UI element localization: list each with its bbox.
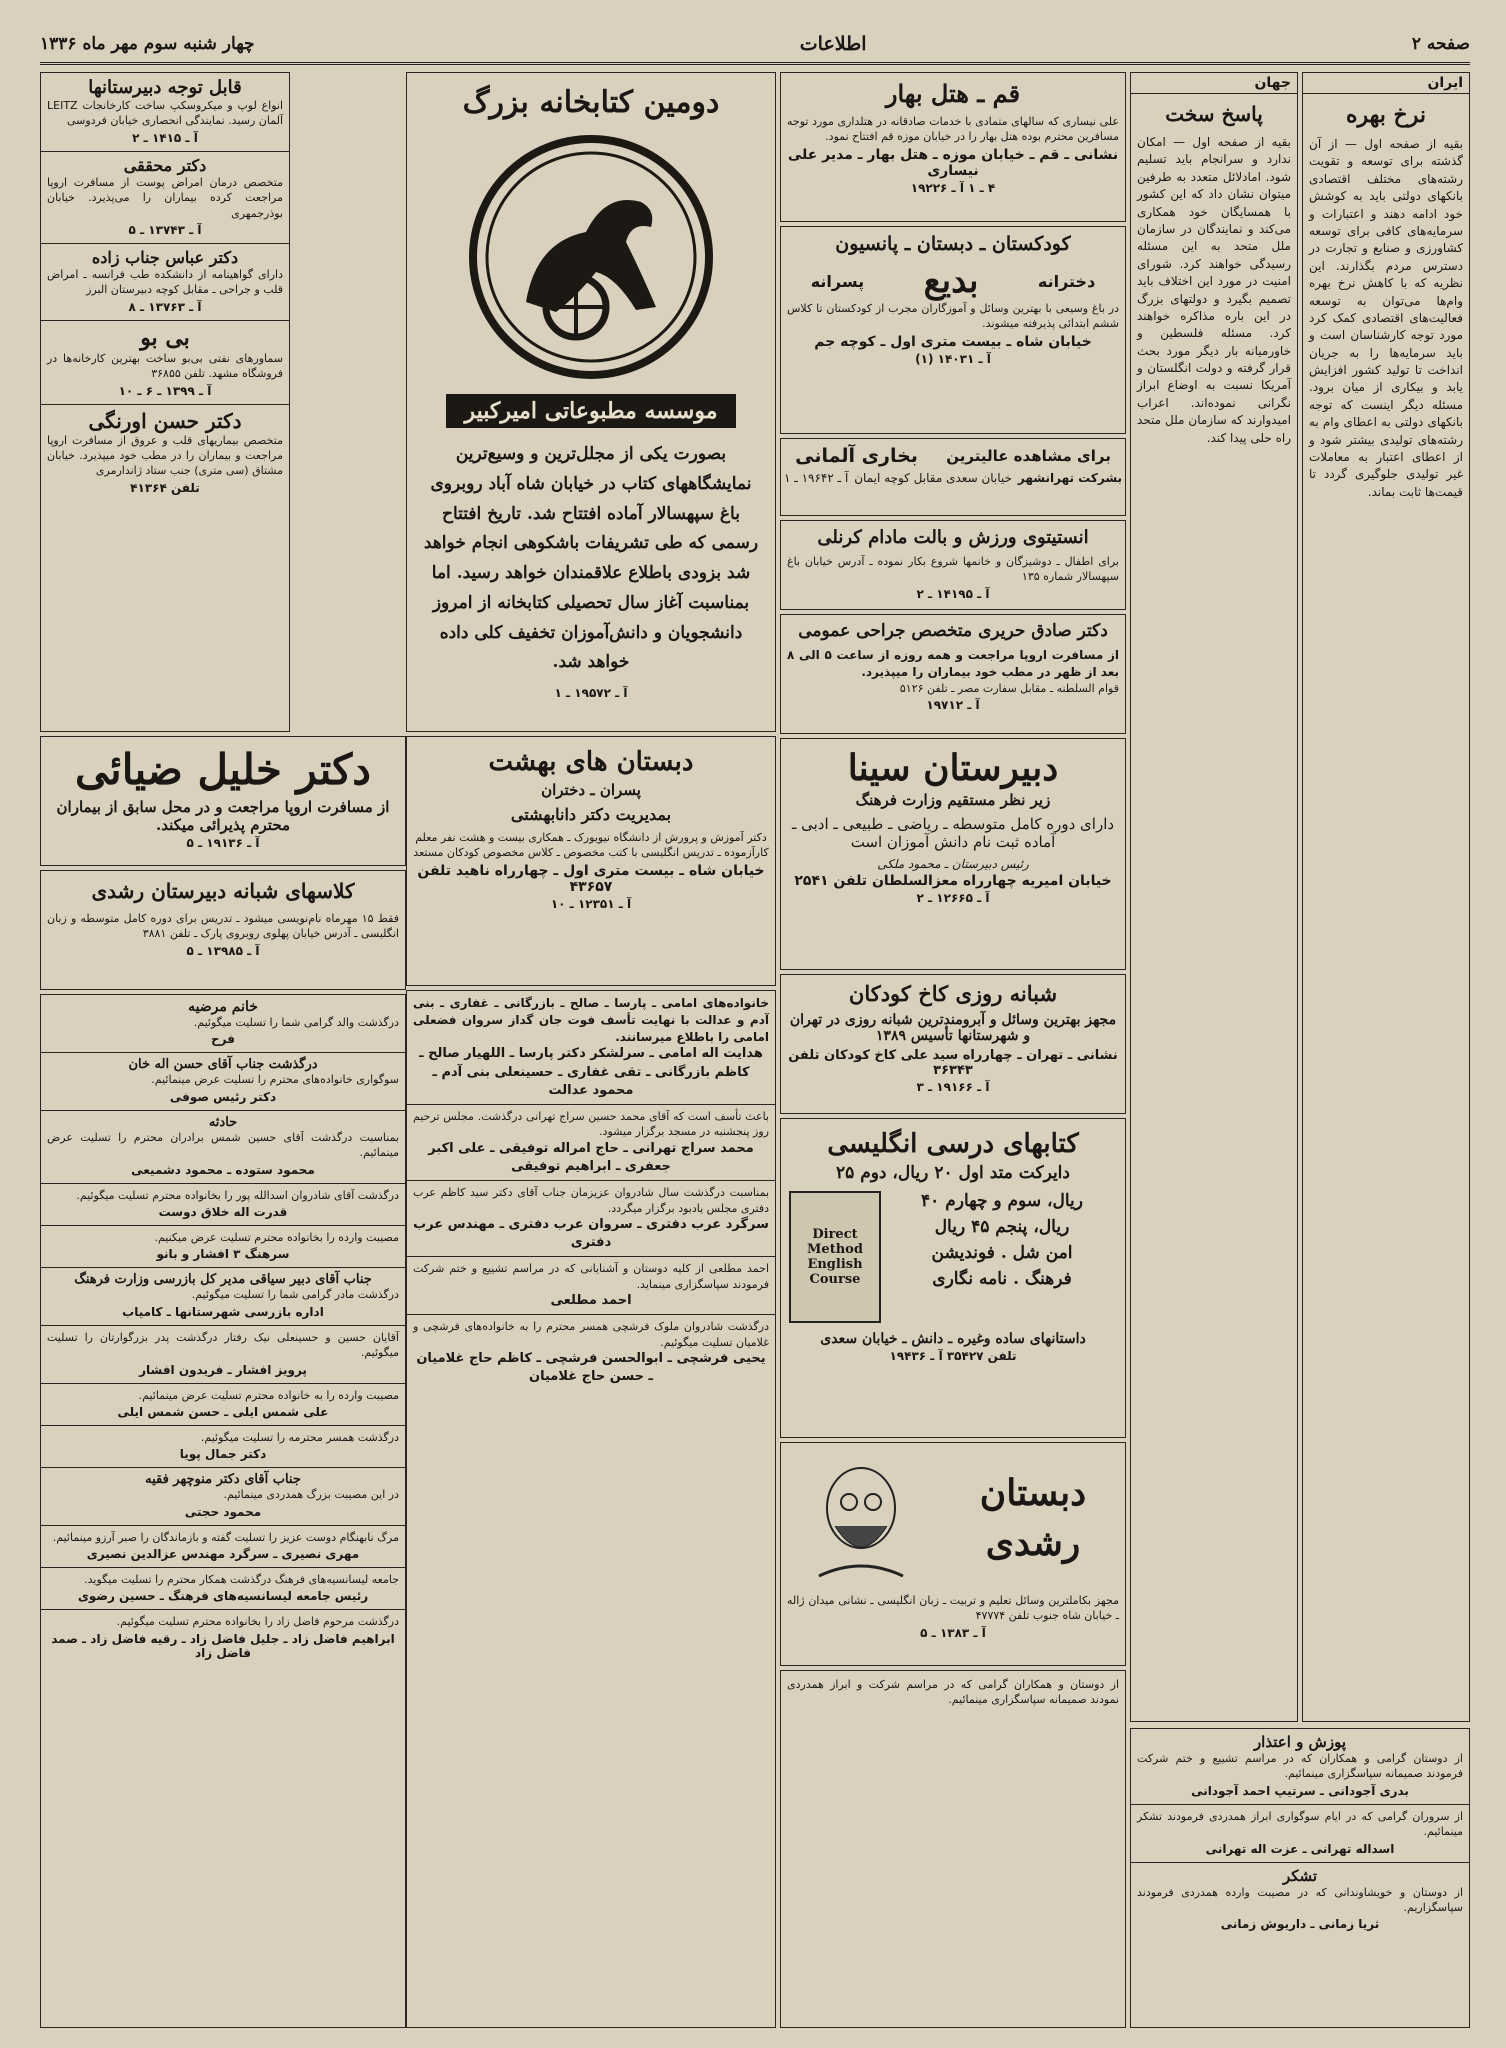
ad-title: دبیرستان سینا — [847, 747, 1059, 789]
ad-shop: بشرکت تهرانشهر — [1017, 471, 1123, 485]
notice-body: آقایان حسین و حسینعلی نیک رفتار درگذشت پدر بزرگوارتان را تسلیت میگوئیم. — [47, 1330, 399, 1360]
notice-title: درگذشت جناب آقای حسن اله خان — [128, 1057, 318, 1073]
notice-item — [41, 1384, 405, 1426]
ad-code: آ ـ ۱۳۸۳ ـ ۵ — [920, 1625, 986, 1640]
ad-title: دکتر حسن اورنگی — [88, 408, 242, 433]
notice-item — [41, 1526, 405, 1568]
ad-code: آ ـ ۱۹۱۳۶ ـ ۵ — [186, 836, 260, 850]
column-world — [1130, 72, 1298, 1722]
ad-girls: دخترانه — [1037, 271, 1096, 291]
notice-body: خانواده‌های امامی ـ پارسا ـ صالح ـ بازرگانی ـ غفاری ـ بنی آدم و عدالت با نهایت تأسف فوت جان گداز سروان فضعلی امامی را باطلاع میرسانند. — [413, 996, 769, 1044]
ad-behesht-schools — [406, 736, 776, 986]
notice-sign: اداره بازرسی شهرستانها ـ کامیاب — [122, 1304, 324, 1319]
ad-code: آ ـ ۱۳۷۶۳ ـ ۸ — [128, 299, 202, 314]
notice-title: پوزش و اعتذار — [1253, 1733, 1347, 1751]
section-label: جهان — [1131, 73, 1297, 94]
ad-subtitle: برای مشاهده عالیترین — [946, 447, 1111, 465]
notice-body: سوگواری خانواده‌های محترم را تسلیت عرض مینمائیم. — [151, 1073, 399, 1087]
ad-roshdi-school — [780, 1442, 1126, 1666]
ad-title: قم ـ هتل بهار — [885, 79, 1021, 108]
notice-item — [41, 1184, 405, 1226]
ad-subtitle: زیر نظر مستقیم وزارت فرهنگ — [855, 791, 1051, 809]
notice-item — [41, 1111, 405, 1184]
ad-body: برای اطفال ـ دوشیزگان و خانمها شروع بکار نموده ـ آدرس خیابان باغ سپهسالار شماره ۱۳۵ — [787, 555, 1119, 584]
ad-address: قوام السلطنه ـ مقابل سفارت مصر ـ تلفن ۵۱۲۶ — [899, 681, 1119, 695]
ad-surgeon — [780, 614, 1126, 734]
ad-title: شبانه روزی کاخ کودکان — [848, 981, 1058, 1006]
ad-amirkabir-bookstore — [406, 72, 776, 732]
notice-sign: ابراهیم فاضل زاد ـ جلیل فاضل زاد ـ رقیه فاضل زاد ـ صمد فاضل زاد — [51, 1631, 395, 1660]
notice-body: در این مصیبت بزرگ همدردی مینمائیم. — [223, 1488, 399, 1502]
amirkabir-logo — [407, 132, 775, 382]
notice-sign: دکتر رئیس صوفی — [169, 1089, 277, 1104]
notice-body: درگذشت همسر محترمه را تسلیت میگوئیم. — [200, 1430, 399, 1444]
issue-date: چهار شنبه سوم مهر ماه ۱۳۳۶ — [40, 34, 255, 54]
ad-code: آ ـ ۱۹۶۴۲ ـ ۱ — [783, 471, 849, 485]
publisher-banner: موسسه مطبوعاتی امیرکبیر — [446, 394, 735, 428]
notice-sign: محمد سراج تهرانی ـ حاج امراله توفیقی ـ علی اکبر جعفری ـ ابراهیم توفیقی — [428, 1140, 754, 1174]
book-cover-image: Direct Method English Course — [789, 1191, 881, 1323]
ad-dr-ziaei — [40, 736, 406, 866]
ad-title: دکتر محققی — [123, 155, 207, 175]
notices-left — [40, 994, 406, 2028]
ad-line-2: ریال، سوم و چهارم ۴۰ — [921, 1191, 1083, 1211]
ad-code: ۴ ـ ۱ آ ـ ۱۹۲۲۶ — [910, 180, 996, 195]
notice-item — [407, 991, 775, 1105]
ad-title: کلاسهای شبانه دبیرستان رشدی — [91, 879, 355, 903]
notice-body: از دوستان گرامی و همکاران که در مراسم تشییع و ختم شرکت فرمودند صمیمانه سپاسگزاری مینمائیم. — [1137, 1752, 1463, 1781]
notice-body: مصیبت وارده را بخانواده محترم تسلیت عرض میکنیم. — [154, 1230, 399, 1244]
horse-logo-icon — [466, 132, 716, 382]
notice-item — [41, 1326, 405, 1384]
notice-item — [1131, 1729, 1469, 1805]
page-number: صفحه ۲ — [1411, 34, 1470, 54]
ad-title: انستیتوی ورزش و بالت مادام کرنلی — [817, 527, 1089, 548]
notice-item — [407, 1181, 775, 1257]
notice-body: درگذشت شادروان ملوک فرشچی همسر محترم را به خانواده‌های فرشچی و غلامیان تسلیت میگوئیم. — [413, 1320, 769, 1349]
ad-body: بصورت یکی از مجلل‌ترین و وسیع‌ترین نمایشگاههای کتاب در خیابان شاه آباد روبروی باغ سپهسالار آماده افتتاح شد. تاریخ افتتاح رسمی که طی تشریفات باشکوهی انجام خواهد شد بزودی باطلاع علاقمندان خواهد رسید. اما بمناسبت آغاز سال تحصیلی کتابخانه از امروز دانشجویان و دانش‌آموزان تخفیف کلی داده خواهد شد. — [423, 444, 759, 673]
ad-item — [41, 321, 289, 405]
ad-manager: رئیس دبیرستان ـ محمود ملکی — [877, 857, 1029, 871]
ad-body: از مسافرت اروپا مراجعت و همه روزه از ساعت ۵ الی ۸ بعد از ظهر در مطب خود بیماران را میپذیرد. — [787, 648, 1119, 679]
ad-address: خیابان شاه ـ بیست متری اول ـ کوچه جم — [814, 333, 1092, 350]
notice-sign: احمد مطلعی — [550, 1293, 632, 1309]
notice-body: درگذشت آقای شادروان اسدالله پور را بخانواده محترم تسلیت میگوئیم. — [76, 1188, 399, 1202]
ad-body: مجهز بکاملترین وسائل تعلیم و تربیت ـ زبان انگلیسی ـ نشانی میدان ژاله ـ خیابان شاه جنوب تلفن ۴۷۷۷۴ — [787, 1594, 1119, 1623]
ad-body: متخصص درمان امراض پوست از مسافرت اروپا مراجعت کرده بیماران را می‌پذیرد. خیابان بوذرجمهری — [47, 175, 283, 220]
notice-title: تشکر — [1282, 1866, 1318, 1885]
notice-sign: ثریا زمانی ـ داریوش زمانی — [1220, 1917, 1380, 1932]
ad-body: فقط ۱۵ مهرماه نام‌نویسی میشود ـ تدریس برای دوره کامل متوسطه و زبان انگلیسی ـ آدرس خیابان پهلوی روبروی پارک ـ تلفن ۳۸۸۱ — [47, 912, 399, 941]
ad-ballet-institute — [780, 520, 1126, 610]
ad-code: آ ـ ۱۲۳۵۱ ـ ۱۰ — [550, 896, 632, 911]
ad-body: مجهز بهترین وسائل و آبرومندترین شبانه روزی در تهران و شهرستانها تأسیس ۱۳۸۹ — [789, 1012, 1117, 1044]
ad-code: آ ـ ۱۴۱۹۵ ـ ۲ — [916, 586, 990, 601]
notice-title: خانم مرضیه — [188, 999, 258, 1015]
ad-kindergarten-badi — [780, 226, 1126, 434]
notice-sign: اسداله تهرانی ـ عزت اله تهرانی — [1205, 1841, 1395, 1856]
column-left-ads — [40, 72, 290, 732]
ad-title: قابل توجه دبیرستانها — [88, 77, 242, 98]
article-title: پاسخ سخت — [1165, 102, 1263, 126]
notice-title: جناب آقای دبیر سیاقی مدیر کل بازرسی وزارت فرهنگ — [74, 1272, 372, 1288]
notice-sign: سرگرد عرب دفتری ـ سروان عرب دفتری ـ مهندس عرب دفتری — [413, 1216, 769, 1251]
ad-address: خیابان سعدی مقابل کوچه ایمان — [854, 471, 1012, 485]
notice-sign: دکتر جمال پویا — [179, 1447, 267, 1462]
article-body: بقیه از صفحه اول — امکان ندارد و سرانجام باید تسلیم شود. امادلائل متعدد به طرفین میتوان نشان داد که این کشور با همسایگان خود همکاری می‌کند و نمایندگان در سازمان ملل متحد به این مسئله رسیدگی خواهند کرد. شورای امنیت در مورد این اختلاف باید تصمیم بگیرد و دولتهای بزرگ در این باره مذاکره خواهند کرد. مسئله فلسطین و خاورمیانه بار دیگر مورد بحث قرار گرفته و دولت انگلستان و آمریکا نسبت به اوضاع ابراز نگرانی نموده‌اند. اعراب امیدوارند که سازمان ملل متحد راه حلی پیدا کند. — [1137, 135, 1291, 445]
notice-sign: بدری آجودانی ـ سرتیپ احمد آجودانی — [1191, 1783, 1409, 1798]
notice-sign: یحیی فرشچی ـ ابوالحسن فرشچی ـ کاظم حاج غلامیان ـ حسن حاج غلامیان — [416, 1351, 766, 1385]
ad-code: تلفن ۳۵۴۲۷ آ ـ ۱۹۴۳۶ — [889, 1349, 1017, 1363]
notice-sign: محمود ستوده ـ محمود دشمیعی — [131, 1162, 315, 1177]
notices-middle — [406, 990, 776, 2028]
notice-title: حادثه — [208, 1114, 238, 1130]
notice-body: درگذشت مادر گرامی شما را تسلیت میگوئیم. — [191, 1288, 399, 1302]
ad-manager: بمدیریت دکتر دانابهشتی — [510, 805, 672, 824]
notice-item — [41, 1426, 405, 1468]
ad-body: دارای دوره کامل متوسطه ـ ریاضی ـ طبیعی ـ ادبی ـ آماده ثبت نام دانش آموزان است — [791, 815, 1115, 851]
ad-hotel — [780, 72, 1126, 222]
notices-right-bottom — [1130, 1728, 1470, 2028]
ad-title: دکتر عباس جناب زاده — [91, 247, 239, 267]
ad-title: بخاری آلمانی — [795, 445, 918, 467]
ad-line-3: ریال، پنجم ۴۵ ریال — [934, 1217, 1070, 1237]
ad-title: دومین کتابخانه بزرگ — [462, 85, 720, 120]
ad-line-4: امن شل . فوندیشن — [931, 1243, 1073, 1263]
notice-item — [407, 1257, 775, 1315]
ad-code: آ ـ ۱۲۶۶۵ ـ ۲ — [916, 891, 990, 905]
ad-code: آ ـ ۱۹۱۶۶ ـ ۳ — [916, 1080, 990, 1094]
ad-body: دارای گواهینامه از دانشکده طب فرانسه ـ امراض قلب و جراحی ـ مقابل کوچه دبیرستان البرز — [47, 267, 283, 297]
ad-item — [41, 152, 289, 244]
founder-portrait — [781, 1443, 941, 1593]
ad-english-books — [780, 1118, 1126, 1438]
notice-sign: رئیس جامعه لیسانسیه‌های فرهنگ ـ حسین رضوی — [77, 1589, 369, 1604]
ad-title: کودکستان ـ دبستان ـ پانسیون — [835, 233, 1071, 255]
notice-sign: فرح — [211, 1032, 235, 1047]
notice-item — [41, 1268, 405, 1325]
notice-body: جامعه لیسانسیه‌های فرهنگ درگذشت همکار محترم را تسلیت میگوید. — [84, 1573, 399, 1587]
ad-line-6: داستانهای ساده وغیره ـ دانش ـ خیابان سعدی — [820, 1331, 1086, 1347]
masthead — [40, 26, 1470, 65]
notices-center-bottom — [780, 1670, 1126, 2028]
ad-body: متخصص بیماریهای قلب و عروق از مسافرت اروپا مراجعت و بیماران را در مطب خود میپذیرد. خیابان مشتاق (سی متری) جنب ستاد ژاندارمری — [47, 433, 283, 478]
notice-item — [1131, 1805, 1469, 1863]
notice-body: از سروران گرامی که در ایام سوگواری ابراز همدردی فرمودند تشکر مینمائیم. — [1137, 1809, 1463, 1839]
ad-item — [41, 244, 289, 321]
ad-boys: پسرانه — [810, 271, 865, 291]
notice-item — [407, 1315, 775, 1390]
ad-code: آ ـ ۱۹۷۱۲ — [926, 697, 980, 712]
ad-name: بدیع — [923, 261, 979, 301]
ad-body: سماورهای نفتی بی‌بو ساخت بهترین کارخانه‌ها در فروشگاه مشهد. تلفن ۳۶۸۵۵ — [47, 351, 283, 381]
section-label: ایران — [1303, 73, 1469, 94]
ad-body: انواع لوپ و میکروسکپ ساخت کارخانجات LEITZ آلمان رسید. نمایندگی انحصاری خیابان فردوسی — [47, 99, 283, 128]
notice-body: درگذشت مرحوم فاضل زاد را بخانواده محترم تسلیت میگوئیم. — [116, 1615, 399, 1629]
newspaper-name: اطلاعات — [799, 33, 867, 55]
ad-body: دکتر آموزش و پرورش از دانشگاه نیویورک ـ همکاری بیست و هشت نفر معلم کارآزموده ـ تدریس انگلیسی با کتب مخصوص ـ کلاس مخصوص کودکان مستعد — [413, 831, 769, 860]
ad-address: خیابان شاه ـ بیست متری اول ـ چهارراه ناهید تلفن ۴۳۶۵۷ — [417, 862, 765, 895]
notice-body: احمد مطلعی از کلیه دوستان و آشنایانی که در مراسم تشییع و ختم شرکت فرمودند سپاسگزاری مینماید. — [413, 1262, 769, 1291]
article-title: نرخ بهره — [1345, 102, 1427, 128]
ad-code: آ ـ ۱۹۵۷۲ ـ ۱ — [554, 686, 628, 700]
notice-body: باعث تأسف است که آقای محمد حسین سراج تهرانی درگذشت. مجلس ترحیم روز پنجشنبه در مسجد برگزار میشود. — [413, 1109, 769, 1139]
ad-body: علی نیساری که سالهای متمادی با خدمات صادقانه در هتلداری مورد توجه مسافرین محترم بوده هتل بهار را در خیابان موزه قم افتتاح نمود. — [787, 115, 1119, 144]
notice-body: مصیبت وارده را به خانواده محترم تسلیت عرض مینمائیم. — [138, 1388, 399, 1402]
notice-item — [41, 995, 405, 1053]
ad-sina-highschool — [780, 738, 1126, 970]
ad-code: آ ـ ۱۳۹۹ ـ ۶ ـ ۱۰ — [118, 383, 212, 398]
notice-item — [41, 1610, 405, 1665]
notice-body: مرگ نابهنگام دوست عزیز را تسلیت گفته و بازماندگان را صبر آرزو مینمائیم. — [52, 1530, 399, 1544]
notice-sign: پرویز افشار ـ فریدون افشار — [139, 1362, 307, 1377]
ad-code: آ ـ ۱۴۰۳۱ (۱) — [915, 351, 991, 366]
column-iran — [1302, 72, 1470, 1722]
portrait-drawing — [791, 1448, 931, 1588]
ad-address: نشانی ـ تهران ـ چهارراه سید علی کاخ کودکان تلفن ۳۶۳۴۳ — [788, 1048, 1118, 1078]
ad-line-1: دایرکت متد اول ۲۰ ریال، دوم ۲۵ — [836, 1163, 1070, 1183]
ad-code: آ ـ ۱۳۹۸۵ ـ ۵ — [186, 943, 260, 958]
ad-title: دکتر خلیل ضیائی — [75, 745, 371, 794]
ad-title: بی بو — [140, 324, 190, 351]
notice-body: درگذشت والد گرامی شما را تسلیت میگوئیم. — [193, 1016, 399, 1029]
ad-code: آ ـ ۱۳۷۴۳ ـ ۵ — [128, 222, 202, 237]
notice-body: بمناسبت درگذشت آقای حسین شمس برادران محترم را تسلیت عرض مینمائیم. — [47, 1130, 399, 1160]
notice-item — [41, 1226, 405, 1268]
notice-item — [41, 1568, 405, 1610]
notice-body: از دوستان و همکاران گرامی که در مراسم شرکت و ابراز همدردی نمودند صمیمانه سپاسگزاری مینمائیم. — [787, 1678, 1119, 1707]
ad-title: دبستان های بهشت — [488, 747, 694, 777]
notice-item — [1131, 1863, 1469, 1938]
ad-address: نشانی ـ قم ـ خیابان موزه ـ هتل بهار ـ مدیر علی نیساری — [787, 146, 1119, 179]
notice-title: جناب آقای دکتر منوچهر فقیه — [145, 1472, 301, 1488]
notice-body: بمناسبت درگذشت سال شادروان عزیزمان جناب آقای دکتر سید کاظم عرب دفتری مجلس یادبود برگزار میگردد. — [413, 1186, 769, 1215]
ad-line-5: فرهنگ . نامه نگاری — [932, 1269, 1072, 1289]
article-body: بقیه از صفحه اول — از آن گذشته برای توسعه و تقویت رشته‌های مختلف اقتصادی بانکهای دولتی باید به کوشش خود ادامه دهند و اعتبارات و سرمایه‌های کافی برای توسعه کشاورزی و صنایع و تجارت در دسترس مردم بگذارند. این نظریه که با کاهش نرخ بهره وام‌ها می‌توان به توسعه فعالیت‌های اقتصادی کمک کرد مورد توجه کارشناسان است و باید سرمایه‌ها را به جریان انداخت تا تولید کشور افزایش یابد و بیکاری از میان برود. مسئله دیگر اینست که توجه بانکهای دولتی به اعطای وام به رشته‌های تولیدی بیشتر شود و از اعطای اعتبار به معاملات غیر تولیدی جلوگیری گردد تا قیمت‌ها ثابت بماند. — [1309, 137, 1463, 499]
ad-title: دکتر صادق حریری متخصص جراحی عمومی — [798, 621, 1108, 641]
ad-code: آ ـ ۱۴۱۵ ـ ۲ — [132, 130, 198, 145]
notice-item — [41, 1053, 405, 1110]
ad-body: از مسافرت اروپا مراجعت و در محل سابق از بیماران محترم پذیرائی میکند. — [56, 798, 390, 834]
notice-sign: هدایت اله امامی ـ سرلشکر دکتر پارسا ـ اللهیار صالح ـ کاظم بازرگانی ـ تقی غفاری ـ حسینعلی بنی آدم ـ محمود عدالت — [419, 1046, 763, 1098]
notice-item — [407, 1105, 775, 1181]
ad-code: تلفن ۴۱۳۶۴ — [130, 480, 200, 495]
ad-item — [41, 73, 289, 152]
notice-item — [41, 1468, 405, 1525]
ad-body: در باغ وسیعی با بهترین وسائل و آموزگاران مجرب از کودکستان تا کلاس ششم ابتدائی پذیرفته میشوند. — [787, 302, 1119, 331]
notice-sign: سرهنگ ۳ افشار و بانو — [156, 1247, 290, 1262]
ad-german-heater — [780, 438, 1126, 516]
notice-body: از دوستان و خویشاوندانی که در مصیبت وارده همدردی فرمودند سپاسگزاریم. — [1137, 1885, 1463, 1914]
ad-title: کتابهای درسی انگلیسی — [827, 1129, 1079, 1159]
ad-roshdi-night-classes — [40, 870, 406, 990]
ad-item — [41, 405, 289, 501]
notice-sign: محمود حجتی — [184, 1504, 262, 1519]
ad-title: دبستان رشدی — [979, 1471, 1087, 1564]
ad-kakh-koodakan — [780, 974, 1126, 1114]
notice-sign: قدرت اله خلاق دوست — [158, 1204, 288, 1219]
notice-sign: مهری نصیری ـ سرگرد مهندس عزالدین نصیری — [86, 1547, 360, 1562]
ad-address: خیابان امیریه چهارراه معزالسلطان تلفن ۲۵۴۱ — [794, 873, 1112, 889]
ad-subtitle: پسران ـ دختران — [541, 781, 641, 799]
notice-sign: علی شمس ایلی ـ حسن شمس ایلی — [117, 1404, 329, 1419]
